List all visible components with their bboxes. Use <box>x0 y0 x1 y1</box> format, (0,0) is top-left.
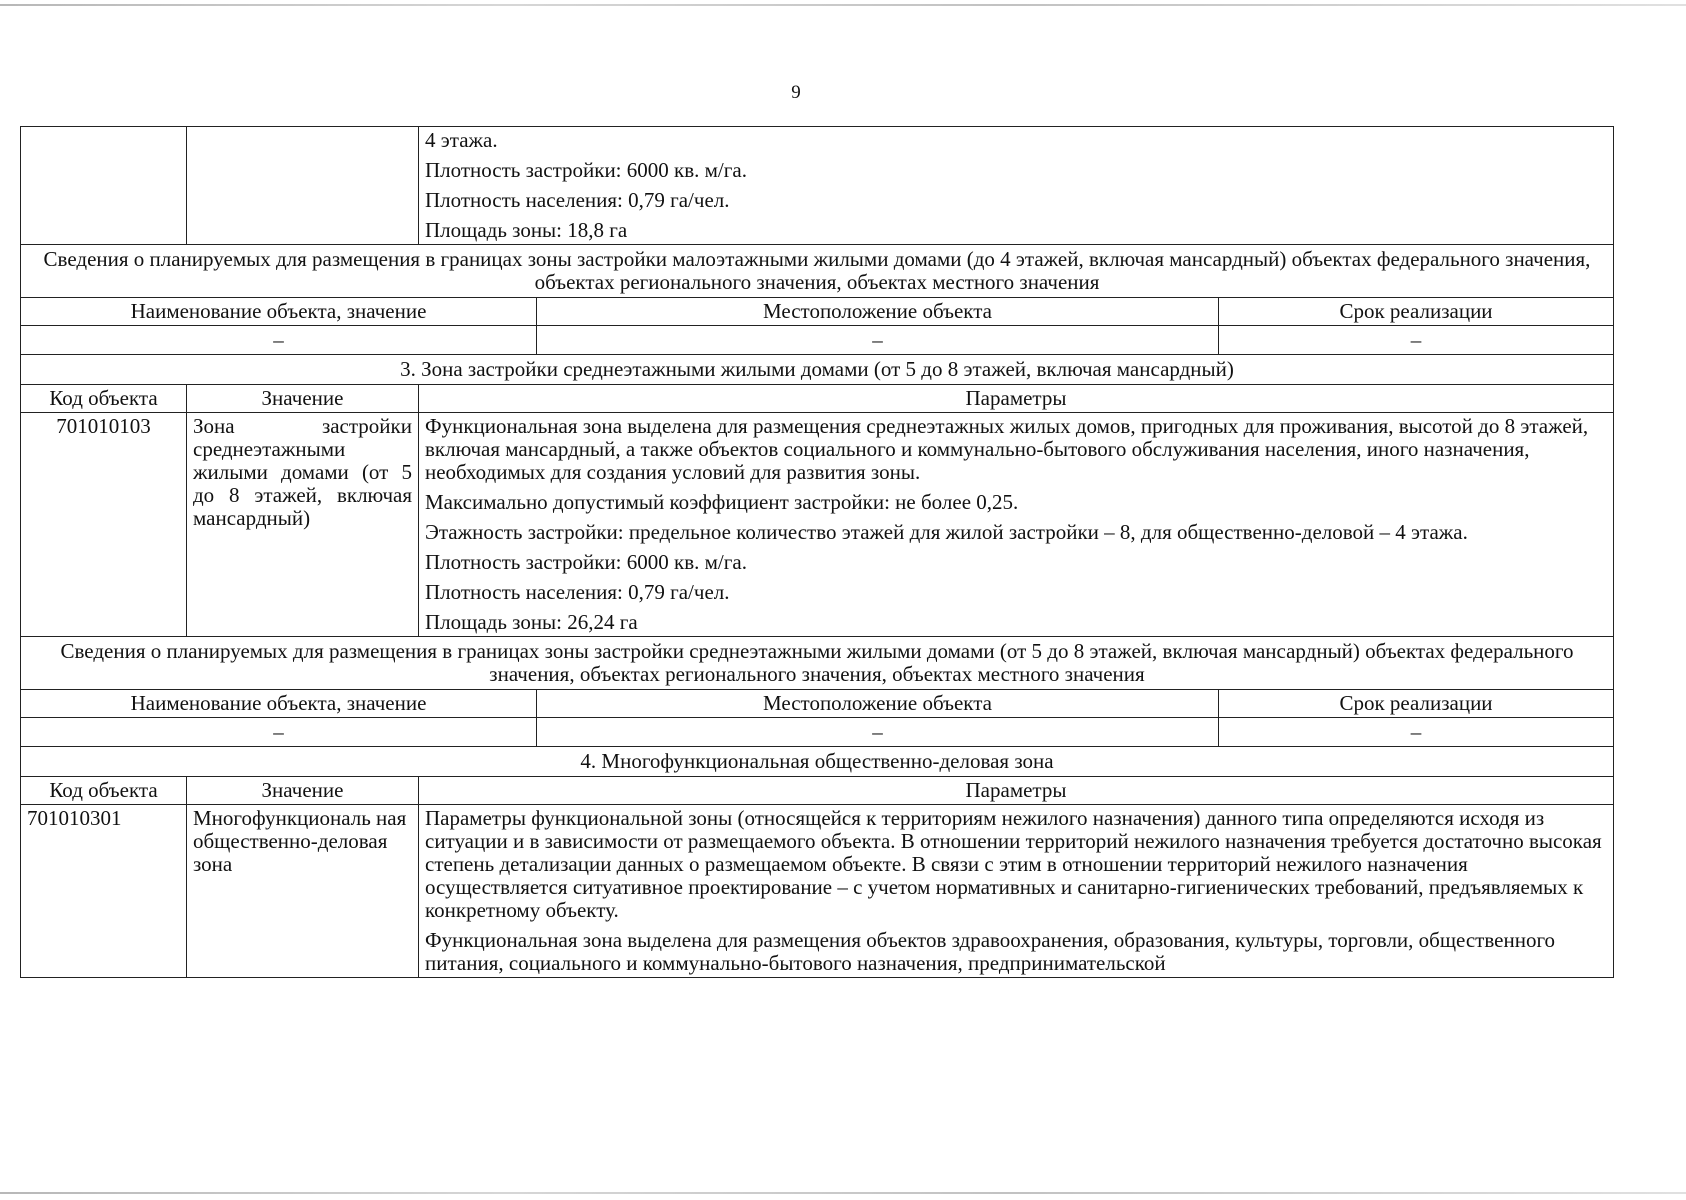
column-header-code: Код объекта <box>21 385 187 412</box>
table-row <box>21 127 1613 244</box>
section-title-row <box>21 245 1613 298</box>
param-paragraph: Функциональная зона выделена для размещения объектов здравоохранения, образования, культуры, торговли, общественного питания, социального и коммунально-бытового назначения, предпринимательской <box>425 928 1556 975</box>
zone-4-section <box>20 746 1614 978</box>
column-header-code: Код объекта <box>21 777 187 804</box>
param-paragraph: Плотность населения: 0,79 га/чел. <box>425 580 730 604</box>
param-paragraph: 4 этажа. <box>425 128 498 152</box>
table-row <box>21 326 1613 354</box>
param-paragraph: Плотность застройки: 6000 кв. м/га. <box>425 158 747 182</box>
column-header-value: Значение <box>187 777 419 804</box>
param-paragraph: Плотность застройки: 6000 кв. м/га. <box>425 550 747 574</box>
table-row <box>21 805 1613 977</box>
object-term: – <box>1410 328 1422 352</box>
objects-header-row <box>21 690 1613 718</box>
section-title-row <box>21 747 1613 777</box>
document-table <box>20 126 1614 978</box>
scan-artifact-bottom <box>0 1192 1686 1194</box>
params-cell <box>419 413 1613 636</box>
scan-artifact-top <box>0 4 1686 6</box>
param-paragraph: Функциональная зона выделена для размещения среднеэтажных жилых домов, пригодных для проживания, высотой до 8 этажей, включая мансардный, а также объектов социального и коммунально-бытового обслуживания населения, иного назначения, необходимых для создания условий для развития зоны. <box>425 414 1589 484</box>
column-header-location: Местоположение объекта <box>537 690 1219 717</box>
object-name: – <box>21 326 537 354</box>
zone-header-row <box>21 777 1613 805</box>
column-header-term: Срок реализации <box>1339 299 1493 323</box>
object-location: – <box>537 326 1219 354</box>
object-term: – <box>1410 720 1422 744</box>
param-paragraph: Максимально допустимый коэффициент застройки: не более 0,25. <box>425 490 1019 514</box>
objects-header-row <box>21 298 1613 326</box>
zone-value: Многофункциональ ная общественно-деловая зона <box>187 805 419 977</box>
object-name: – <box>21 718 537 746</box>
column-header-value: Значение <box>187 385 419 412</box>
planned-objects-zone-3 <box>20 636 1614 746</box>
param-paragraph: Параметры функциональной зоны (относящейся к территориям нежилого назначения) данного типа определяются исходя из ситуации и в зависимости от размещаемого объекта. В отношении территорий нежилого назначения требуется достаточно высокая степень детализации данных о размещаемом объекте. В связи с этим в отношении территорий нежилого назначения осуществляется ситуативное проектирование – с учетом нормативных и санитарно-гигиенических требований, предъявляемых к конкретному объекту. <box>425 806 1602 922</box>
object-code: 701010301 <box>21 805 187 977</box>
object-code: 701010103 <box>21 413 187 636</box>
section-title: 4. Многофункциональная общественно-деловая зона <box>580 749 1054 773</box>
param-paragraph: Этажность застройки: предельное количество этажей для жилой застройки – 8, для общественно-деловой – 4 этажа. <box>425 520 1468 544</box>
object-location: – <box>537 718 1219 746</box>
params-cell <box>419 805 1613 977</box>
section-title-row <box>21 637 1613 690</box>
column-header-term: Срок реализации <box>1339 691 1493 715</box>
value-cell-empty <box>187 127 419 244</box>
planned-objects-zone-2 <box>20 244 1614 354</box>
section-title: Сведения о планируемых для размещения в границах зоны застройки малоэтажными жилыми домами (до 4 этажей, включая мансардный) объектах федерального значения, объектах регионального значения, объектах местного значения <box>43 247 1591 294</box>
column-header-params: Параметры <box>965 386 1067 410</box>
zone-2-continuation <box>20 126 1614 244</box>
section-title-row <box>21 355 1613 385</box>
column-header-name: Наименование объекта, значение <box>21 690 537 717</box>
section-title: 3. Зона застройки среднеэтажными жилыми домами (от 5 до 8 этажей, включая мансардный) <box>400 357 1234 381</box>
param-paragraph: Площадь зоны: 26,24 га <box>425 610 638 634</box>
code-cell-empty <box>21 127 187 244</box>
zone-3-section <box>20 354 1614 636</box>
zone-value: Зона застройки среднеэтажными жилыми домами (от 5 до 8 этажей, включая мансардный) <box>187 413 419 636</box>
page-number: 9 <box>791 82 801 103</box>
param-paragraph: Площадь зоны: 18,8 га <box>425 218 628 242</box>
param-paragraph: Плотность населения: 0,79 га/чел. <box>425 188 730 212</box>
column-header-params: Параметры <box>965 778 1067 802</box>
table-row <box>21 718 1613 746</box>
section-title: Сведения о планируемых для размещения в границах зоны застройки среднеэтажными жилыми домами (от 5 до 8 этажей, включая мансардный) объектах федерального значения, объектах регионального значения, объектах местного значения <box>60 639 1574 686</box>
table-row <box>21 413 1613 636</box>
params-cell <box>419 127 1613 244</box>
zone-header-row <box>21 385 1613 413</box>
column-header-name: Наименование объекта, значение <box>21 298 537 325</box>
column-header-location: Местоположение объекта <box>537 298 1219 325</box>
